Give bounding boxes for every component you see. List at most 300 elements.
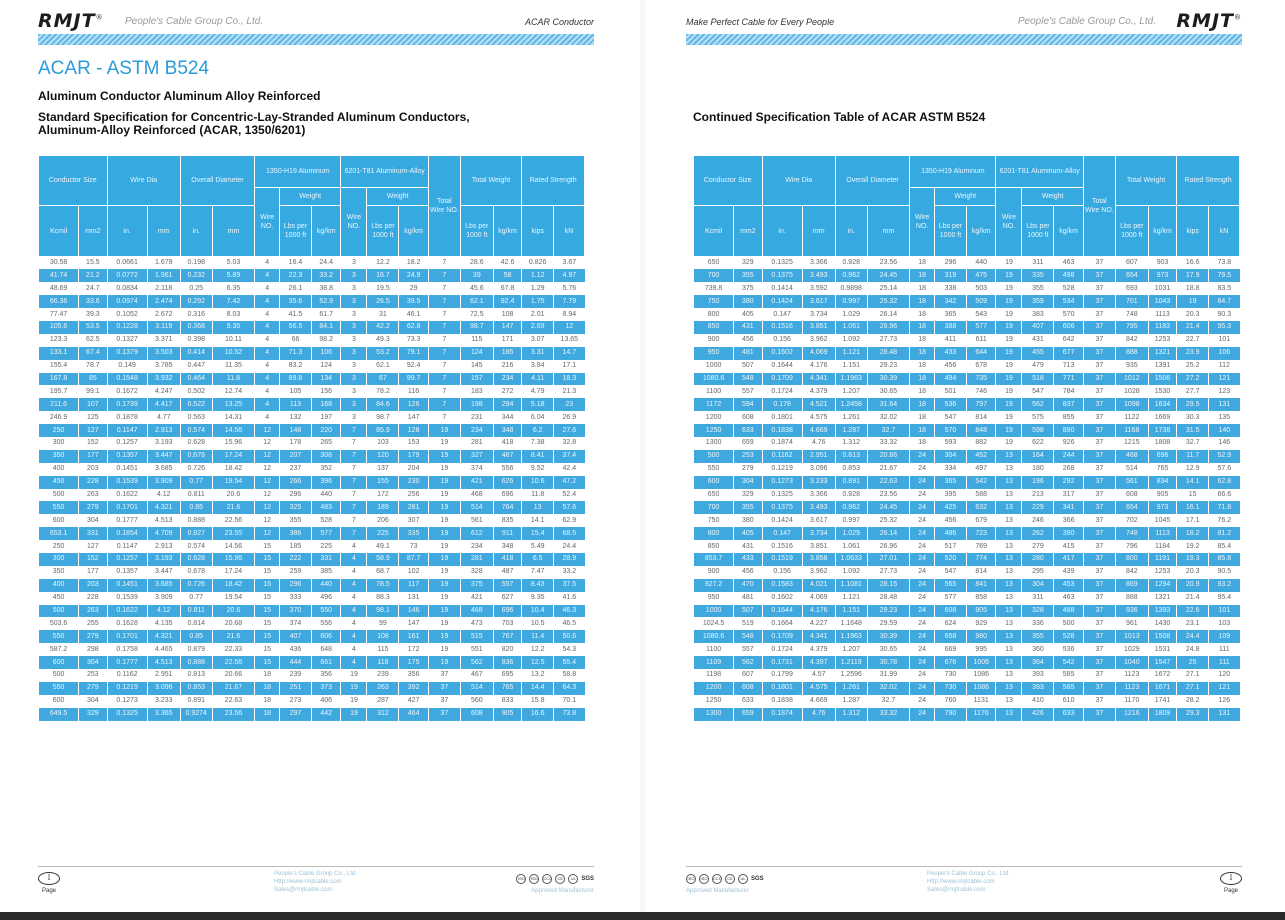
right-page: [645, 0, 1285, 912]
table-row: [694, 269, 1240, 282]
table-cell: 90.3: [1209, 308, 1240, 321]
header-conductor-size: Conductor Size: [694, 156, 763, 206]
table-cell: 37: [1083, 514, 1115, 527]
table-cell: 7.47: [522, 566, 554, 579]
table-row: [39, 269, 585, 282]
table-cell: 4.321: [147, 630, 180, 643]
table-row: [39, 579, 585, 592]
table-cell: 0.1583: [762, 579, 802, 592]
table-cell: 774: [966, 553, 996, 566]
table-cell: 47.2: [554, 476, 585, 489]
table-row: [694, 463, 1240, 476]
table-cell: 37: [1083, 501, 1115, 514]
table-cell: 4.575: [802, 411, 835, 424]
table-cell: 659: [734, 708, 762, 721]
table-cell: 388: [935, 321, 967, 334]
table-cell: 30.39: [867, 373, 910, 386]
table-cell: 29.5: [1177, 398, 1209, 411]
table-cell: 24: [910, 476, 935, 489]
table-cell: 21.4: [1177, 321, 1209, 334]
table-cell: 696: [493, 605, 521, 618]
table-cell: 344: [493, 411, 521, 424]
header-total-lbs: Lbs per 1000 ft: [460, 206, 493, 257]
table-cell: 1113: [1148, 527, 1176, 540]
subtitle-standard: Standard Specification for Concentric-Lay-Stranded Aluminum Conductors,: [38, 110, 470, 124]
table-cell: 24.7: [79, 282, 107, 295]
table-cell: 750: [694, 295, 734, 308]
table-cell: 6.04: [522, 411, 554, 424]
table-cell: 1123: [1115, 669, 1148, 682]
table-cell: 46.1: [399, 308, 429, 321]
table-cell: 4.379: [802, 385, 835, 398]
table-cell: 12.9: [1177, 463, 1209, 476]
table-cell: 600: [39, 514, 79, 527]
table-cell: 0.628: [180, 553, 212, 566]
table-cell: 421: [460, 476, 493, 489]
table-cell: 5.89: [212, 269, 255, 282]
table-cell: 642: [1054, 334, 1084, 347]
table-cell: 1000: [694, 605, 734, 618]
table-cell: 231: [460, 411, 493, 424]
table-cell: 543: [966, 308, 996, 321]
table-cell: 37: [1083, 424, 1115, 437]
table-cell: 37: [1083, 566, 1115, 579]
table-cell: 73: [399, 540, 429, 553]
page-label: Page: [1223, 888, 1238, 894]
table-cell: 19: [996, 398, 1022, 411]
table-cell: 73.3: [399, 334, 429, 347]
table-cell: 1809: [1148, 708, 1176, 721]
table-cell: 2.913: [147, 424, 180, 437]
table-cell: 185: [280, 540, 312, 553]
table-cell: 1547: [1148, 656, 1176, 669]
table-cell: 101: [1209, 334, 1240, 347]
table-cell: 1100: [694, 643, 734, 656]
table-cell: 98.1: [367, 605, 399, 618]
table-cell: 3: [341, 411, 367, 424]
table-cell: 12: [255, 527, 280, 540]
table-cell: 3.233: [147, 695, 180, 708]
table-cell: 15.5: [79, 257, 107, 270]
table-cell: 18: [255, 669, 280, 682]
table-cell: 4: [341, 592, 367, 605]
table-cell: 417: [1054, 553, 1084, 566]
table-cell: 24: [910, 540, 935, 553]
table-cell: 30.65: [867, 385, 910, 398]
header-od-mm: mm: [212, 206, 255, 257]
iso-9001-cert-icon: ISO: [699, 874, 709, 884]
table-cell: 31.5: [1177, 424, 1209, 437]
header-total-wire-no: Total Wire NO.: [428, 156, 460, 257]
table-cell: 304: [935, 450, 967, 463]
table-cell: 927.2: [694, 579, 734, 592]
table-cell: 49.1: [367, 540, 399, 553]
table-cell: 1.679: [147, 257, 180, 270]
table-cell: 298: [79, 643, 107, 656]
table-cell: 131: [1209, 708, 1240, 721]
table-cell: 0.563: [180, 411, 212, 424]
table-cell: 234: [460, 424, 493, 437]
table-cell: 598: [1022, 424, 1054, 437]
table-cell: 31: [367, 308, 399, 321]
ce-cert-icon: CE: [555, 874, 565, 884]
table-cell: 550: [39, 501, 79, 514]
table-cell: 10.11: [212, 334, 255, 347]
table-cell: 67.4: [79, 347, 107, 360]
table-cell: 0.1451: [107, 463, 147, 476]
table-cell: 2.672: [147, 308, 180, 321]
header-mm2: mm2: [79, 206, 107, 257]
table-cell: 148: [280, 424, 312, 437]
table-cell: 800: [694, 527, 734, 540]
table-cell: 356: [399, 669, 429, 682]
table-cell: 4: [341, 540, 367, 553]
table-cell: 370: [280, 605, 312, 618]
table-cell: 0.1228: [107, 321, 147, 334]
sgs-cert-icon: SGS: [581, 875, 594, 882]
table-cell: 54.3: [554, 643, 585, 656]
table-cell: 355: [1022, 282, 1054, 295]
table-cell: 24: [910, 605, 935, 618]
table-cell: 764: [493, 501, 521, 514]
table-cell: 911: [493, 527, 521, 540]
table-cell: 0.1739: [107, 398, 147, 411]
table-cell: 961: [1115, 617, 1148, 630]
table-cell: 23: [554, 398, 585, 411]
table-cell: 888: [1115, 592, 1148, 605]
table-cell: 12.74: [212, 385, 255, 398]
table-cell: 562: [734, 656, 762, 669]
table-cell: 73.8: [554, 708, 585, 721]
table-cell: 1.1081: [835, 579, 867, 592]
table-cell: 16.7: [367, 269, 399, 282]
header-total-weight: Total Weight: [1115, 156, 1176, 206]
footer-contact: [927, 870, 1010, 894]
table-cell: 2.69: [522, 321, 554, 334]
table-cell: 542: [966, 476, 996, 489]
table-cell: 842: [1115, 566, 1148, 579]
table-cell: 24: [910, 695, 935, 708]
table-cell: 265: [311, 437, 341, 450]
table-cell: 14.56: [212, 540, 255, 553]
header-6201-kgkm: kg/km: [1054, 206, 1084, 257]
table-cell: 608: [460, 708, 493, 721]
table-cell: 225: [367, 527, 399, 540]
table-cell: 19: [996, 424, 1022, 437]
footer-email: Sales@rmjtcable.com: [927, 887, 986, 893]
table-cell: 1300: [694, 708, 734, 721]
table-cell: 464: [399, 708, 429, 721]
table-cell: 32.02: [867, 411, 910, 424]
table-cell: 0.1874: [762, 437, 802, 450]
table-cell: 10.6: [522, 476, 554, 489]
subtitle-product: Aluminum Conductor Aluminum Alloy Reinforced: [38, 89, 321, 103]
table-cell: 24: [910, 592, 935, 605]
table-cell: 677: [1054, 347, 1084, 360]
table-cell: 157: [460, 373, 493, 386]
table-cell: 220: [311, 424, 341, 437]
table-cell: 304: [734, 476, 762, 489]
table-cell: 123: [1209, 385, 1240, 398]
table-cell: 4: [255, 411, 280, 424]
table-cell: 37: [1083, 437, 1115, 450]
table-cell: 33.6: [79, 295, 107, 308]
table-cell: 0.1801: [762, 411, 802, 424]
table-cell: 87.7: [399, 553, 429, 566]
subtitle-standard-line2: Aluminum-Alloy Reinforced (ACAR, 1350/6201): [38, 123, 306, 137]
header-6201-alloy: 6201-T81 Aluminum-Alloy: [996, 156, 1083, 188]
table-cell: 19: [428, 527, 460, 540]
table-cell: 1.261: [835, 682, 867, 695]
table-cell: 18.2: [399, 257, 429, 270]
table-cell: 577: [311, 527, 341, 540]
table-cell: 648: [311, 643, 341, 656]
table-cell: 4: [255, 385, 280, 398]
table-cell: 4.575: [802, 682, 835, 695]
table-cell: 107: [79, 398, 107, 411]
table-cell: 0.574: [180, 540, 212, 553]
table-cell: 24: [910, 501, 935, 514]
table-cell: 514: [460, 682, 493, 695]
table-cell: 905: [966, 605, 996, 618]
table-cell: 37: [1083, 334, 1115, 347]
table-cell: 20.68: [212, 617, 255, 630]
table-cell: 33.32: [867, 708, 910, 721]
table-cell: 4: [255, 321, 280, 334]
table-cell: 3.962: [802, 566, 835, 579]
table-cell: 550: [694, 463, 734, 476]
left-header: [38, 10, 594, 34]
table-cell: 7: [428, 385, 460, 398]
table-cell: 85: [79, 373, 107, 386]
table-cell: 312: [367, 708, 399, 721]
table-cell: 730: [935, 682, 967, 695]
header-kips: kips: [522, 206, 554, 257]
table-cell: 473: [460, 617, 493, 630]
table-cell: 16.6: [522, 708, 554, 721]
table-cell: 593: [935, 437, 967, 450]
table-cell: 855: [1054, 411, 1084, 424]
table-cell: 0.1664: [762, 617, 802, 630]
table-cell: 118: [367, 656, 399, 669]
table-cell: 0.1516: [762, 321, 802, 334]
table-row: [39, 656, 585, 669]
table-cell: 352: [311, 463, 341, 476]
table-cell: 37: [1083, 385, 1115, 398]
table-cell: 7.42: [212, 295, 255, 308]
table-cell: 350: [39, 566, 79, 579]
table-cell: 1045: [1148, 514, 1176, 527]
header-6201-wire-no: Wire NO.: [341, 188, 367, 257]
table-cell: 15.96: [212, 553, 255, 566]
table-cell: 121: [1209, 682, 1240, 695]
spec-table-left: [38, 155, 585, 721]
table-cell: 500: [1054, 617, 1084, 630]
rmjt-logo: RMJT®: [38, 10, 104, 32]
table-cell: 24: [910, 527, 935, 540]
table-row: [694, 695, 1240, 708]
table-cell: 1300: [694, 437, 734, 450]
table-cell: 311: [1022, 592, 1054, 605]
table-cell: 296: [935, 257, 967, 270]
table-cell: 13: [996, 617, 1022, 630]
table-cell: 0.522: [180, 398, 212, 411]
table-row: [694, 489, 1240, 502]
table-cell: 0.0974: [107, 295, 147, 308]
table-cell: 3.858: [802, 553, 835, 566]
table-cell: 22.33: [212, 643, 255, 656]
table-cell: 3.096: [147, 682, 180, 695]
header-stripe: [38, 34, 594, 45]
table-cell: 1184: [1148, 540, 1176, 553]
table-cell: 37: [1083, 411, 1115, 424]
table-cell: 250: [39, 540, 79, 553]
table-cell: 0.574: [180, 424, 212, 437]
table-cell: 1086: [966, 669, 996, 682]
table-cell: 111: [1209, 656, 1240, 669]
table-cell: 263: [79, 489, 107, 502]
table-cell: 3.447: [147, 450, 180, 463]
table-cell: 1321: [1148, 592, 1176, 605]
table-cell: 24: [910, 463, 935, 476]
header-kn: kN: [554, 206, 585, 257]
table-cell: 155: [367, 476, 399, 489]
table-cell: 23.9: [1177, 347, 1209, 360]
table-cell: 542: [1054, 656, 1084, 669]
table-cell: 814: [966, 411, 996, 424]
table-cell: 109: [1209, 630, 1240, 643]
table-cell: 0.928: [835, 489, 867, 502]
table-cell: 37: [1083, 373, 1115, 386]
table-cell: 37: [1083, 630, 1115, 643]
table-row: [39, 398, 585, 411]
table-cell: 0.1777: [107, 514, 147, 527]
table-cell: 37.4: [554, 450, 585, 463]
table-cell: 64.3: [554, 682, 585, 695]
table-cell: 1.1963: [835, 630, 867, 643]
table-cell: 468: [460, 605, 493, 618]
table-cell: 380: [734, 295, 762, 308]
table-cell: 0.1622: [107, 489, 147, 502]
table-cell: 3.734: [802, 308, 835, 321]
left-page: [0, 0, 640, 912]
table-cell: 62.9: [554, 514, 585, 527]
table-cell: 0.927: [180, 527, 212, 540]
table-cell: 13.25: [212, 398, 255, 411]
table-cell: 281: [460, 437, 493, 450]
table-row: [694, 334, 1240, 347]
table-cell: 1.1648: [835, 617, 867, 630]
table-cell: 0.1724: [762, 643, 802, 656]
header-od-mm: mm: [867, 206, 910, 257]
table-cell: 24: [910, 617, 935, 630]
table-cell: 24.45: [867, 501, 910, 514]
table-cell: 24: [910, 630, 935, 643]
table-cell: 13: [996, 463, 1022, 476]
table-cell: 1.061: [835, 321, 867, 334]
header-total-weight: Total Weight: [460, 156, 521, 206]
table-row: [39, 553, 585, 566]
table-cell: 27.1: [1177, 669, 1209, 682]
table-cell: 0.1147: [107, 540, 147, 553]
table-cell: 481: [734, 347, 762, 360]
table-cell: 21.2: [79, 269, 107, 282]
table-cell: 12: [554, 321, 585, 334]
table-cell: 0.1602: [762, 347, 802, 360]
table-cell: 494: [935, 373, 967, 386]
table-cell: 292: [1054, 476, 1084, 489]
table-cell: 72.5: [460, 308, 493, 321]
table-row: [694, 501, 1240, 514]
table-row: [39, 347, 585, 360]
table-cell: 4.76: [802, 437, 835, 450]
table-cell: 577: [966, 321, 996, 334]
table-cell: 3.07: [522, 334, 554, 347]
table-cell: 765: [1148, 463, 1176, 476]
table-cell: 869: [1115, 579, 1148, 592]
table-cell: 475: [966, 269, 996, 282]
table-cell: 0.1375: [762, 269, 802, 282]
table-cell: 24.9: [399, 269, 429, 282]
table-row: [694, 398, 1240, 411]
table-cell: 6.5: [522, 553, 554, 566]
table-cell: 8.03: [212, 308, 255, 321]
table-cell: 463: [1054, 257, 1084, 270]
table-cell: 24.8: [1177, 643, 1209, 656]
table-cell: 903: [1148, 257, 1176, 270]
table-cell: 1028: [1115, 385, 1148, 398]
table-cell: 18: [910, 360, 935, 373]
table-cell: 256: [399, 489, 429, 502]
table-cell: 13: [996, 476, 1022, 489]
table-cell: 24: [910, 682, 935, 695]
header-overall-diameter: Overall Diameter: [180, 156, 254, 206]
table-row: [39, 463, 585, 476]
table-cell: 1294: [1148, 579, 1176, 592]
table-cell: 11.4: [522, 630, 554, 643]
table-cell: 644: [966, 347, 996, 360]
table-cell: 425: [935, 501, 967, 514]
table-cell: 22.63: [867, 476, 910, 489]
table-cell: 2.951: [147, 669, 180, 682]
table-cell: 4.79: [522, 385, 554, 398]
table-cell: 33.2: [554, 566, 585, 579]
table-cell: 12: [255, 514, 280, 527]
footer-company: People's Cable Group Co., Ltd.: [927, 871, 1010, 877]
table-cell: 328: [1022, 605, 1054, 618]
table-cell: 42.4: [554, 463, 585, 476]
table-cell: 66.36: [39, 295, 79, 308]
table-cell: 1.287: [835, 424, 867, 437]
table-cell: 61.7: [311, 308, 341, 321]
table-cell: 17.24: [212, 566, 255, 579]
table-cell: 467: [460, 669, 493, 682]
table-cell: 800: [1115, 553, 1148, 566]
table-cell: 415: [1054, 540, 1084, 553]
table-cell: 58.8: [554, 669, 585, 682]
table-cell: 161: [399, 630, 429, 643]
table-cell: 973: [1148, 501, 1176, 514]
table-cell: 496: [311, 592, 341, 605]
page-number: I: [1220, 872, 1242, 885]
table-cell: 13: [996, 540, 1022, 553]
table-cell: 84.7: [1209, 295, 1240, 308]
table-cell: 4.709: [147, 527, 180, 540]
table-cell: 550: [39, 630, 79, 643]
table-cell: 393: [1022, 682, 1054, 695]
table-cell: 12: [255, 489, 280, 502]
table-cell: 11.35: [212, 360, 255, 373]
